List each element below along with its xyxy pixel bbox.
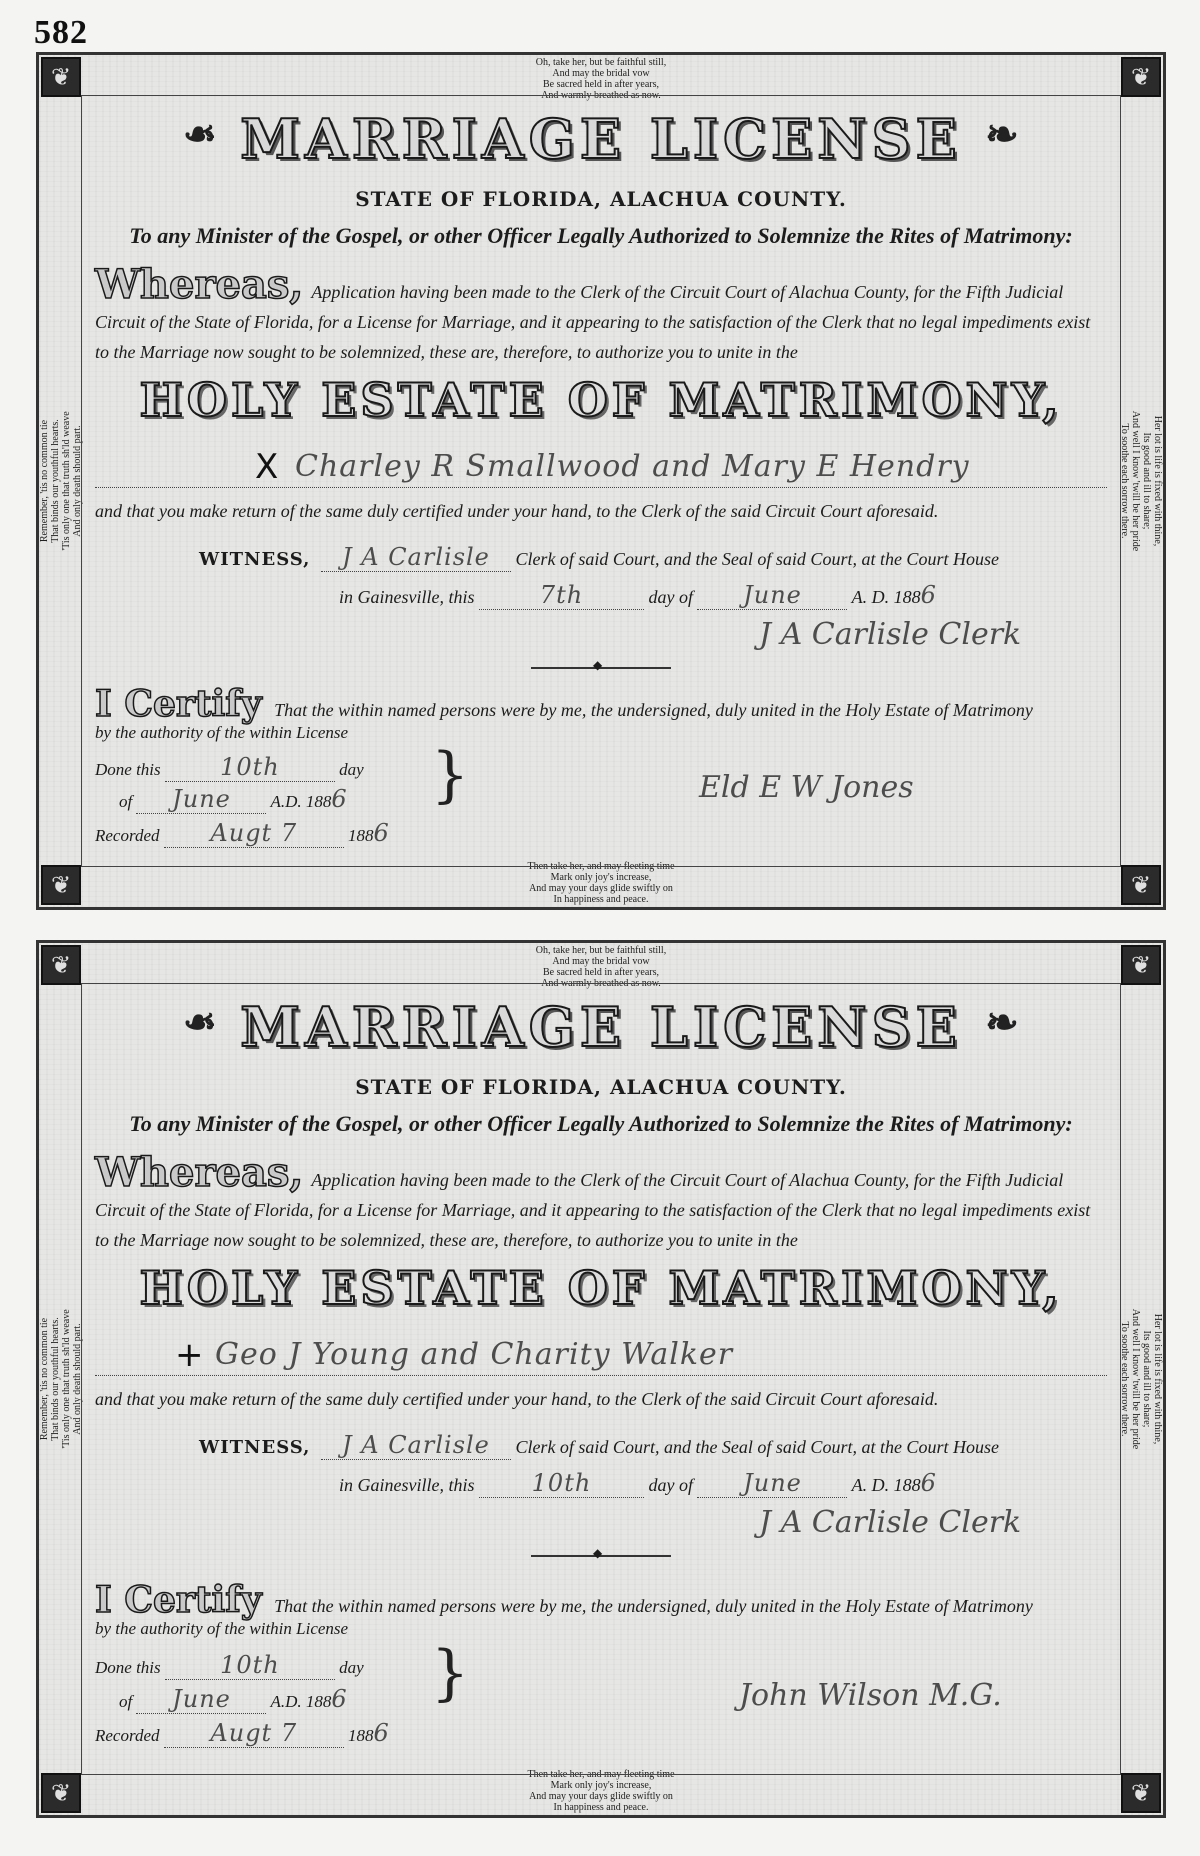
done-month-row: of June A.D. 1886 bbox=[119, 785, 348, 813]
clerk-text: Clerk of said Court, and the Seal of said Court, at the Court House bbox=[515, 1437, 999, 1457]
license-title: ❧ MARRIAGE LICENSE ❧ bbox=[170, 995, 1032, 1059]
certify-label: I Certify bbox=[95, 683, 262, 725]
recorded-row: Recorded Augt 7 1886 bbox=[95, 1719, 390, 1747]
whereas-text: Application having been made to the Clerk of the Circuit Court of Alachua County, for the Fifth Judicial Circuit of the State of Florida, for a License for Marriage, and it appearing to the satisfaction of the Clerk that no legal impediments exist to the Marriage now sought to be solemnized, these are, therefore, to authorize you to unite in the bbox=[95, 1170, 1091, 1250]
done-month: June bbox=[172, 785, 231, 813]
license-month: June bbox=[743, 1469, 802, 1497]
page-number: 582 bbox=[34, 14, 88, 51]
whereas-text: Application having been made to the Clerk of the Circuit Court of Alachua County, for the Fifth Judicial Circuit of the State of Florida, for a License for Marriage, and it appearing to the satisfaction of the Clerk that no legal impediments exist to the Marriage now sought to be solemnized, these are, therefore, to authorize you to unite in the bbox=[95, 282, 1091, 362]
done-row: Done this 10th day bbox=[95, 1651, 364, 1679]
state-heading: STATE OF FLORIDA, ALACHUA COUNTY. bbox=[355, 187, 847, 211]
verse-top: Oh, take her, but be faithful still, And may the bridal vow Be sacred held in after years, And warmly breathed as now. bbox=[535, 57, 667, 101]
brace: } bbox=[431, 1638, 470, 1708]
marriage-license-2 bbox=[36, 940, 1166, 1818]
return-clause: and that you make return of the same duly certified under your hand, to the Clerk of the said Circuit Court aforesaid. bbox=[95, 1389, 939, 1409]
recorded-date: Augt 7 bbox=[210, 819, 298, 847]
witness-label: WITNESS, bbox=[199, 1437, 311, 1458]
mark-cross: + bbox=[175, 1335, 204, 1375]
license-day: 7th bbox=[539, 581, 584, 609]
authority-line: by the authority of the within License bbox=[95, 723, 349, 742]
holy-estate-heading: HOLY ESTATE OF MATRIMONY, bbox=[139, 373, 1063, 427]
officiant-signature: Eld E W Jones bbox=[699, 770, 914, 805]
address-line: To any Minister of the Gospel, or other Officer Legally Authorized to Solemnize the Rites of Matrimony: bbox=[129, 223, 1073, 248]
recorded-date: Augt 7 bbox=[210, 1719, 298, 1747]
brace: } bbox=[431, 740, 470, 810]
license-title-row bbox=[39, 107, 1163, 171]
recorded-row: Recorded Augt 7 1886 bbox=[95, 819, 390, 847]
whereas-label: Whereas, bbox=[95, 1149, 304, 1196]
license-title: ❧ MARRIAGE LICENSE ❧ bbox=[170, 107, 1032, 171]
names-line bbox=[95, 447, 1107, 488]
license-month: June bbox=[743, 581, 802, 609]
date-row: in Gainesville, this 10th day of June A. D. 1886 bbox=[339, 1469, 937, 1497]
clerk-signature: J A Carlisle Clerk bbox=[759, 617, 1022, 652]
done-month: June bbox=[172, 1685, 231, 1713]
whereas-paragraph bbox=[95, 261, 1107, 367]
done-year: 6 bbox=[331, 785, 348, 813]
recorded-year: 6 bbox=[373, 819, 390, 847]
verse-right: Her lot is life is fixed with thine, Its good and ill to share; And well I know 'twill be her pride To soothe each sorrow there. bbox=[1119, 1308, 1163, 1450]
couple-names: Charley R Smallwood and Mary E Hendry bbox=[295, 449, 970, 484]
recorded-year: 6 bbox=[373, 1719, 390, 1747]
authority-line: by the authority of the within License bbox=[95, 1619, 349, 1638]
certify-text: That the within named persons were by me, the undersigned, duly united in the Holy Estate of Matrimony bbox=[274, 1596, 1033, 1616]
divider bbox=[531, 667, 671, 669]
witness-signature: J A Carlisle bbox=[341, 1431, 490, 1459]
mark-x: X bbox=[255, 447, 279, 487]
witness-row bbox=[199, 543, 1107, 572]
license-title-row bbox=[39, 995, 1163, 1059]
done-year: 6 bbox=[331, 1685, 348, 1713]
license-year: 6 bbox=[920, 581, 937, 609]
certify-row bbox=[95, 683, 1107, 725]
verse-bottom: Then take her, and may fleeting time Mark only joy's increase, And may your days glide swiftly on In happiness and peace. bbox=[527, 1769, 675, 1813]
done-day: 10th bbox=[220, 1651, 280, 1679]
divider bbox=[531, 1555, 671, 1557]
officiant-signature: John Wilson M.G. bbox=[739, 1678, 1002, 1713]
state-heading: STATE OF FLORIDA, ALACHUA COUNTY. bbox=[355, 1075, 847, 1099]
witness-label: WITNESS, bbox=[199, 549, 311, 570]
license-day: 10th bbox=[531, 1469, 592, 1497]
witness-signature: J A Carlisle bbox=[341, 543, 490, 571]
date-row: in Gainesville, this 7th day of June A. D. 1886 bbox=[339, 581, 937, 609]
verse-right: Her lot is life is fixed with thine, Its good and ill to share; And well I know 'twill be her pride To soothe each sorrow there. bbox=[1119, 410, 1163, 552]
address-line: To any Minister of the Gospel, or other Officer Legally Authorized to Solemnize the Rites of Matrimony: bbox=[129, 1111, 1073, 1136]
verse-left: Remember, 'tis no common tie That binds our youthful hearts. 'Tis only one that truth sh'ld weave And only death should part. bbox=[39, 1309, 83, 1449]
done-month-row: of June A.D. 1886 bbox=[119, 1685, 348, 1713]
clerk-text: Clerk of said Court, and the Seal of said Court, at the Court House bbox=[515, 549, 999, 569]
names-line bbox=[95, 1335, 1107, 1376]
return-clause: and that you make return of the same duly certified under your hand, to the Clerk of the said Circuit Court aforesaid. bbox=[95, 501, 939, 521]
certify-row bbox=[95, 1579, 1107, 1621]
whereas-label: Whereas, bbox=[95, 261, 304, 308]
clerk-signature: J A Carlisle Clerk bbox=[759, 1505, 1022, 1540]
whereas-paragraph bbox=[95, 1149, 1107, 1255]
holy-estate-heading: HOLY ESTATE OF MATRIMONY, bbox=[139, 1261, 1063, 1315]
done-day: 10th bbox=[220, 753, 280, 781]
verse-left: Remember, 'tis no common tie That binds our youthful hearts. 'Tis only one that truth sh'ld weave And only death should part. bbox=[39, 411, 83, 551]
certify-label: I Certify bbox=[95, 1579, 262, 1621]
certify-text: That the within named persons were by me, the undersigned, duly united in the Holy Estate of Matrimony bbox=[274, 700, 1033, 720]
couple-names: Geo J Young and Charity Walker bbox=[215, 1337, 734, 1372]
license-year: 6 bbox=[920, 1469, 937, 1497]
done-row: Done this 10th day bbox=[95, 753, 364, 781]
marriage-license-1 bbox=[36, 52, 1166, 910]
witness-row bbox=[199, 1431, 1107, 1460]
verse-bottom: Then take her, and may fleeting time Mark only joy's increase, And may your days glide swiftly on In happiness and peace. bbox=[527, 861, 675, 905]
verse-top: Oh, take her, but be faithful still, And may the bridal vow Be sacred held in after years, And warmly breathed as now. bbox=[535, 945, 667, 989]
